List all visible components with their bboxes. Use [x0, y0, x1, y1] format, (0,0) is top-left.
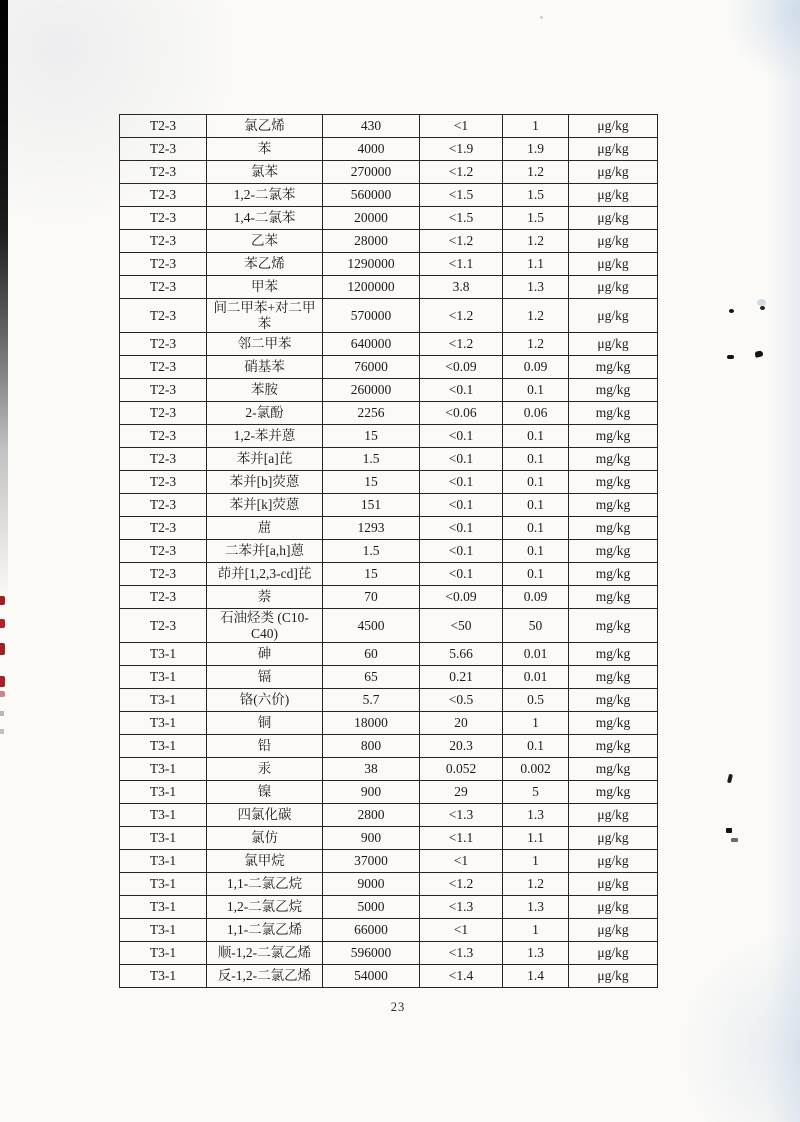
cell-screening-value: 5.7	[323, 689, 420, 712]
cell-sample-id: T3-1	[120, 758, 207, 781]
cell-sample-id: T3-1	[120, 712, 207, 735]
cell-analyte: 四氯化碳	[207, 804, 323, 827]
table-row	[120, 781, 658, 804]
cell-result: <1.5	[420, 207, 503, 230]
cell-unit: mg/kg	[569, 540, 658, 563]
cell-result: <1.2	[420, 873, 503, 896]
cell-unit: mg/kg	[569, 517, 658, 540]
red-ink-mark	[0, 676, 5, 687]
cell-screening-value: 560000	[323, 184, 420, 207]
cell-sample-id: T3-1	[120, 873, 207, 896]
cell-unit: mg/kg	[569, 609, 658, 643]
cell-sample-id: T2-3	[120, 184, 207, 207]
cell-result: <0.1	[420, 425, 503, 448]
cell-detection-limit: 50	[503, 609, 569, 643]
cell-result: <0.1	[420, 563, 503, 586]
cell-result: <1.1	[420, 827, 503, 850]
cell-detection-limit: 1.1	[503, 827, 569, 850]
cell-detection-limit: 0.1	[503, 471, 569, 494]
cell-screening-value: 2256	[323, 402, 420, 425]
table-row	[120, 448, 658, 471]
table-row	[120, 804, 658, 827]
cell-sample-id: T2-3	[120, 333, 207, 356]
cell-result: <0.06	[420, 402, 503, 425]
cell-unit: mg/kg	[569, 735, 658, 758]
cell-screening-value: 70	[323, 586, 420, 609]
cell-result: <1.2	[420, 333, 503, 356]
red-ink-mark	[0, 619, 5, 628]
cell-unit: mg/kg	[569, 379, 658, 402]
cell-sample-id: T2-3	[120, 425, 207, 448]
cell-sample-id: T2-3	[120, 138, 207, 161]
cell-result: <50	[420, 609, 503, 643]
cell-sample-id: T2-3	[120, 115, 207, 138]
cell-detection-limit: 0.1	[503, 735, 569, 758]
table-row	[120, 873, 658, 896]
cell-sample-id: T3-1	[120, 965, 207, 988]
cell-sample-id: T3-1	[120, 850, 207, 873]
cell-sample-id: T2-3	[120, 161, 207, 184]
cell-screening-value: 37000	[323, 850, 420, 873]
cell-detection-limit: 0.09	[503, 356, 569, 379]
cell-unit: μg/kg	[569, 184, 658, 207]
cell-sample-id: T2-3	[120, 379, 207, 402]
cell-analyte: 间二甲苯+对二甲苯	[207, 299, 323, 333]
cell-screening-value: 1.5	[323, 540, 420, 563]
cell-analyte: 氯乙烯	[207, 115, 323, 138]
cell-detection-limit: 1.4	[503, 965, 569, 988]
cell-screening-value: 65	[323, 666, 420, 689]
cell-detection-limit: 0.01	[503, 666, 569, 689]
cell-analyte: 萘	[207, 586, 323, 609]
table-row	[120, 402, 658, 425]
cell-screening-value: 1.5	[323, 448, 420, 471]
cell-sample-id: T3-1	[120, 896, 207, 919]
cell-unit: μg/kg	[569, 230, 658, 253]
cell-result: <0.1	[420, 471, 503, 494]
cell-screening-value: 570000	[323, 299, 420, 333]
cell-sample-id: T2-3	[120, 207, 207, 230]
cell-screening-value: 270000	[323, 161, 420, 184]
table-row	[120, 689, 658, 712]
cell-analyte: 铜	[207, 712, 323, 735]
cell-sample-id: T2-3	[120, 494, 207, 517]
cell-sample-id: T3-1	[120, 689, 207, 712]
cell-analyte: 1,1-二氯乙烯	[207, 919, 323, 942]
cell-result: <0.1	[420, 494, 503, 517]
cell-analyte: 苯并[a]芘	[207, 448, 323, 471]
cell-analyte: 氯甲烷	[207, 850, 323, 873]
cell-detection-limit: 0.06	[503, 402, 569, 425]
cell-analyte: 镉	[207, 666, 323, 689]
table-row	[120, 356, 658, 379]
cell-unit: mg/kg	[569, 563, 658, 586]
cell-screening-value: 4000	[323, 138, 420, 161]
table-row	[120, 138, 658, 161]
cell-result: <1.2	[420, 299, 503, 333]
cell-screening-value: 900	[323, 827, 420, 850]
table-row	[120, 230, 658, 253]
cell-analyte: 䓛	[207, 517, 323, 540]
cell-detection-limit: 1.1	[503, 253, 569, 276]
cell-unit: mg/kg	[569, 689, 658, 712]
cell-analyte: 苯胺	[207, 379, 323, 402]
cell-result: <1.3	[420, 896, 503, 919]
cell-screening-value: 2800	[323, 804, 420, 827]
table-row	[120, 494, 658, 517]
ink-dot	[726, 828, 732, 833]
cell-analyte: 反-1,2-二氯乙烯	[207, 965, 323, 988]
table-row	[120, 735, 658, 758]
ink-dot	[760, 306, 765, 310]
cell-sample-id: T3-1	[120, 735, 207, 758]
cell-screening-value: 800	[323, 735, 420, 758]
cell-detection-limit: 1.3	[503, 804, 569, 827]
cell-screening-value: 28000	[323, 230, 420, 253]
cell-detection-limit: 1.3	[503, 942, 569, 965]
cell-detection-limit: 0.1	[503, 494, 569, 517]
cell-result: <0.1	[420, 517, 503, 540]
cell-result: <1.5	[420, 184, 503, 207]
cell-detection-limit: 0.1	[503, 448, 569, 471]
cell-analyte: 苯并[k]荧蒽	[207, 494, 323, 517]
ink-dot	[727, 355, 734, 359]
cell-sample-id: T3-1	[120, 666, 207, 689]
cell-unit: mg/kg	[569, 781, 658, 804]
cell-unit: μg/kg	[569, 804, 658, 827]
cell-result: 0.052	[420, 758, 503, 781]
cell-result: <1.2	[420, 230, 503, 253]
cell-screening-value: 15	[323, 471, 420, 494]
cell-detection-limit: 1	[503, 115, 569, 138]
cell-analyte: 铬(六价)	[207, 689, 323, 712]
cell-analyte: 苯乙烯	[207, 253, 323, 276]
cell-unit: μg/kg	[569, 299, 658, 333]
red-ink-mark	[0, 643, 5, 655]
cell-unit: μg/kg	[569, 896, 658, 919]
cell-sample-id: T3-1	[120, 919, 207, 942]
cell-screening-value: 18000	[323, 712, 420, 735]
cell-sample-id: T2-3	[120, 540, 207, 563]
results-table-body	[120, 115, 658, 988]
cell-analyte: 顺-1,2-二氯乙烯	[207, 942, 323, 965]
cell-screening-value: 151	[323, 494, 420, 517]
cell-result: 0.21	[420, 666, 503, 689]
cell-result: <1	[420, 850, 503, 873]
cell-detection-limit: 1.2	[503, 161, 569, 184]
cell-unit: mg/kg	[569, 666, 658, 689]
table-row	[120, 643, 658, 666]
table-row	[120, 563, 658, 586]
cell-unit: mg/kg	[569, 494, 658, 517]
table-row	[120, 850, 658, 873]
table-row	[120, 827, 658, 850]
cell-detection-limit: 0.09	[503, 586, 569, 609]
results-table	[119, 114, 658, 988]
cell-analyte: 铅	[207, 735, 323, 758]
cell-result: <1.3	[420, 942, 503, 965]
cell-analyte: 1,4-二氯苯	[207, 207, 323, 230]
cell-result: <0.1	[420, 540, 503, 563]
cell-unit: μg/kg	[569, 276, 658, 299]
cell-analyte: 石油烃类 (C10-C40)	[207, 609, 323, 643]
cell-unit: μg/kg	[569, 942, 658, 965]
table-row	[120, 758, 658, 781]
table-row	[120, 965, 658, 988]
cell-unit: mg/kg	[569, 758, 658, 781]
cell-unit: μg/kg	[569, 161, 658, 184]
cell-result: 20.3	[420, 735, 503, 758]
cell-analyte: 邻二甲苯	[207, 333, 323, 356]
cell-sample-id: T2-3	[120, 586, 207, 609]
cell-sample-id: T2-3	[120, 402, 207, 425]
cell-result: <0.09	[420, 586, 503, 609]
cell-screening-value: 430	[323, 115, 420, 138]
cell-detection-limit: 1	[503, 919, 569, 942]
cell-sample-id: T2-3	[120, 253, 207, 276]
cell-detection-limit: 0.1	[503, 379, 569, 402]
cell-screening-value: 4500	[323, 609, 420, 643]
cell-screening-value: 66000	[323, 919, 420, 942]
cell-sample-id: T2-3	[120, 517, 207, 540]
table-row	[120, 666, 658, 689]
cell-sample-id: T2-3	[120, 563, 207, 586]
cell-unit: μg/kg	[569, 919, 658, 942]
cell-sample-id: T2-3	[120, 276, 207, 299]
cell-unit: μg/kg	[569, 253, 658, 276]
cell-analyte: 苯	[207, 138, 323, 161]
ink-dot	[754, 350, 763, 358]
cell-detection-limit: 0.1	[503, 563, 569, 586]
table-row	[120, 586, 658, 609]
cell-screening-value: 9000	[323, 873, 420, 896]
cell-sample-id: T2-3	[120, 299, 207, 333]
cell-detection-limit: 0.1	[503, 517, 569, 540]
table-row	[120, 896, 658, 919]
cell-sample-id: T2-3	[120, 356, 207, 379]
cell-result: <1.4	[420, 965, 503, 988]
cell-screening-value: 1293	[323, 517, 420, 540]
cell-screening-value: 596000	[323, 942, 420, 965]
cell-sample-id: T2-3	[120, 471, 207, 494]
cell-analyte: 1,2-苯并蒽	[207, 425, 323, 448]
cell-analyte: 二苯并[a,h]蒽	[207, 540, 323, 563]
cell-result: <0.5	[420, 689, 503, 712]
cell-screening-value: 900	[323, 781, 420, 804]
cell-detection-limit: 0.1	[503, 540, 569, 563]
cell-analyte: 汞	[207, 758, 323, 781]
cell-result: 5.66	[420, 643, 503, 666]
cell-sample-id: T2-3	[120, 448, 207, 471]
cell-screening-value: 54000	[323, 965, 420, 988]
table-row	[120, 712, 658, 735]
cell-result: 29	[420, 781, 503, 804]
cell-screening-value: 1290000	[323, 253, 420, 276]
table-row	[120, 425, 658, 448]
cell-unit: mg/kg	[569, 712, 658, 735]
cell-sample-id: T2-3	[120, 230, 207, 253]
cell-unit: μg/kg	[569, 138, 658, 161]
cell-sample-id: T3-1	[120, 781, 207, 804]
cell-result: <0.1	[420, 379, 503, 402]
cell-result: <0.09	[420, 356, 503, 379]
cell-analyte: 镍	[207, 781, 323, 804]
table-row	[120, 161, 658, 184]
cell-analyte: 氯仿	[207, 827, 323, 850]
cell-detection-limit: 1.2	[503, 333, 569, 356]
cell-result: <1.9	[420, 138, 503, 161]
cell-unit: mg/kg	[569, 643, 658, 666]
cell-unit: μg/kg	[569, 827, 658, 850]
cell-detection-limit: 1.3	[503, 276, 569, 299]
cell-detection-limit: 1.2	[503, 299, 569, 333]
cell-analyte: 乙苯	[207, 230, 323, 253]
cell-detection-limit: 1	[503, 850, 569, 873]
cell-screening-value: 76000	[323, 356, 420, 379]
cell-unit: mg/kg	[569, 448, 658, 471]
cell-unit: mg/kg	[569, 471, 658, 494]
cell-detection-limit: 1.5	[503, 184, 569, 207]
ink-dot	[727, 774, 733, 784]
table-row	[120, 919, 658, 942]
table-row	[120, 540, 658, 563]
table-row	[120, 942, 658, 965]
cell-result: <1.1	[420, 253, 503, 276]
cell-analyte: 苯并[b]荧蒽	[207, 471, 323, 494]
cell-analyte: 硝基苯	[207, 356, 323, 379]
cell-detection-limit: 1.9	[503, 138, 569, 161]
table-row	[120, 379, 658, 402]
cell-screening-value: 60	[323, 643, 420, 666]
cell-result: 20	[420, 712, 503, 735]
cell-sample-id: T3-1	[120, 942, 207, 965]
page-number: 23	[390, 1000, 406, 1014]
cell-screening-value: 38	[323, 758, 420, 781]
cell-result: <0.1	[420, 448, 503, 471]
cell-detection-limit: 0.002	[503, 758, 569, 781]
ink-dot	[729, 309, 734, 313]
cell-detection-limit: 1.5	[503, 207, 569, 230]
cell-unit: μg/kg	[569, 965, 658, 988]
cell-screening-value: 15	[323, 563, 420, 586]
table-row	[120, 207, 658, 230]
cell-detection-limit: 0.1	[503, 425, 569, 448]
cell-result: <1.2	[420, 161, 503, 184]
cell-detection-limit: 1.2	[503, 873, 569, 896]
cell-analyte: 2-氯酚	[207, 402, 323, 425]
cell-screening-value: 5000	[323, 896, 420, 919]
cell-analyte: 甲苯	[207, 276, 323, 299]
cell-unit: mg/kg	[569, 356, 658, 379]
cell-result: 3.8	[420, 276, 503, 299]
cell-sample-id: T2-3	[120, 609, 207, 643]
gray-ink-mark	[0, 729, 4, 734]
table-row	[120, 517, 658, 540]
scan-edge-artifact	[0, 0, 8, 600]
cell-result: <1.3	[420, 804, 503, 827]
red-ink-mark	[0, 691, 5, 697]
table-row	[120, 299, 658, 333]
cell-analyte: 茚并[1,2,3-cd]芘	[207, 563, 323, 586]
cell-analyte: 1,2-二氯苯	[207, 184, 323, 207]
cell-unit: μg/kg	[569, 115, 658, 138]
cell-sample-id: T3-1	[120, 804, 207, 827]
table-row	[120, 184, 658, 207]
cell-detection-limit: 1	[503, 712, 569, 735]
cell-detection-limit: 1.2	[503, 230, 569, 253]
cell-screening-value: 260000	[323, 379, 420, 402]
cell-sample-id: T3-1	[120, 643, 207, 666]
cell-screening-value: 640000	[323, 333, 420, 356]
cell-result: <1	[420, 115, 503, 138]
cell-unit: μg/kg	[569, 873, 658, 896]
cell-unit: mg/kg	[569, 586, 658, 609]
cell-unit: mg/kg	[569, 402, 658, 425]
ink-dot	[731, 838, 738, 842]
cell-sample-id: T3-1	[120, 827, 207, 850]
cell-analyte: 1,1-二氯乙烷	[207, 873, 323, 896]
table-row	[120, 609, 658, 643]
paper-speck	[540, 16, 543, 19]
cell-unit: μg/kg	[569, 207, 658, 230]
table-row	[120, 115, 658, 138]
cell-unit: μg/kg	[569, 333, 658, 356]
gray-ink-mark	[0, 711, 4, 716]
cell-unit: μg/kg	[569, 850, 658, 873]
cell-unit: mg/kg	[569, 425, 658, 448]
cell-screening-value: 1200000	[323, 276, 420, 299]
table-row	[120, 471, 658, 494]
table-row	[120, 276, 658, 299]
cell-analyte: 1,2-二氯乙烷	[207, 896, 323, 919]
cell-detection-limit: 5	[503, 781, 569, 804]
table-row	[120, 333, 658, 356]
ink-smudge	[757, 299, 766, 306]
cell-detection-limit: 1.3	[503, 896, 569, 919]
cell-screening-value: 20000	[323, 207, 420, 230]
cell-analyte: 氯苯	[207, 161, 323, 184]
cell-analyte: 砷	[207, 643, 323, 666]
table-row	[120, 253, 658, 276]
red-ink-mark	[0, 596, 5, 605]
cell-result: <1	[420, 919, 503, 942]
cell-screening-value: 15	[323, 425, 420, 448]
cell-detection-limit: 0.5	[503, 689, 569, 712]
cell-detection-limit: 0.01	[503, 643, 569, 666]
